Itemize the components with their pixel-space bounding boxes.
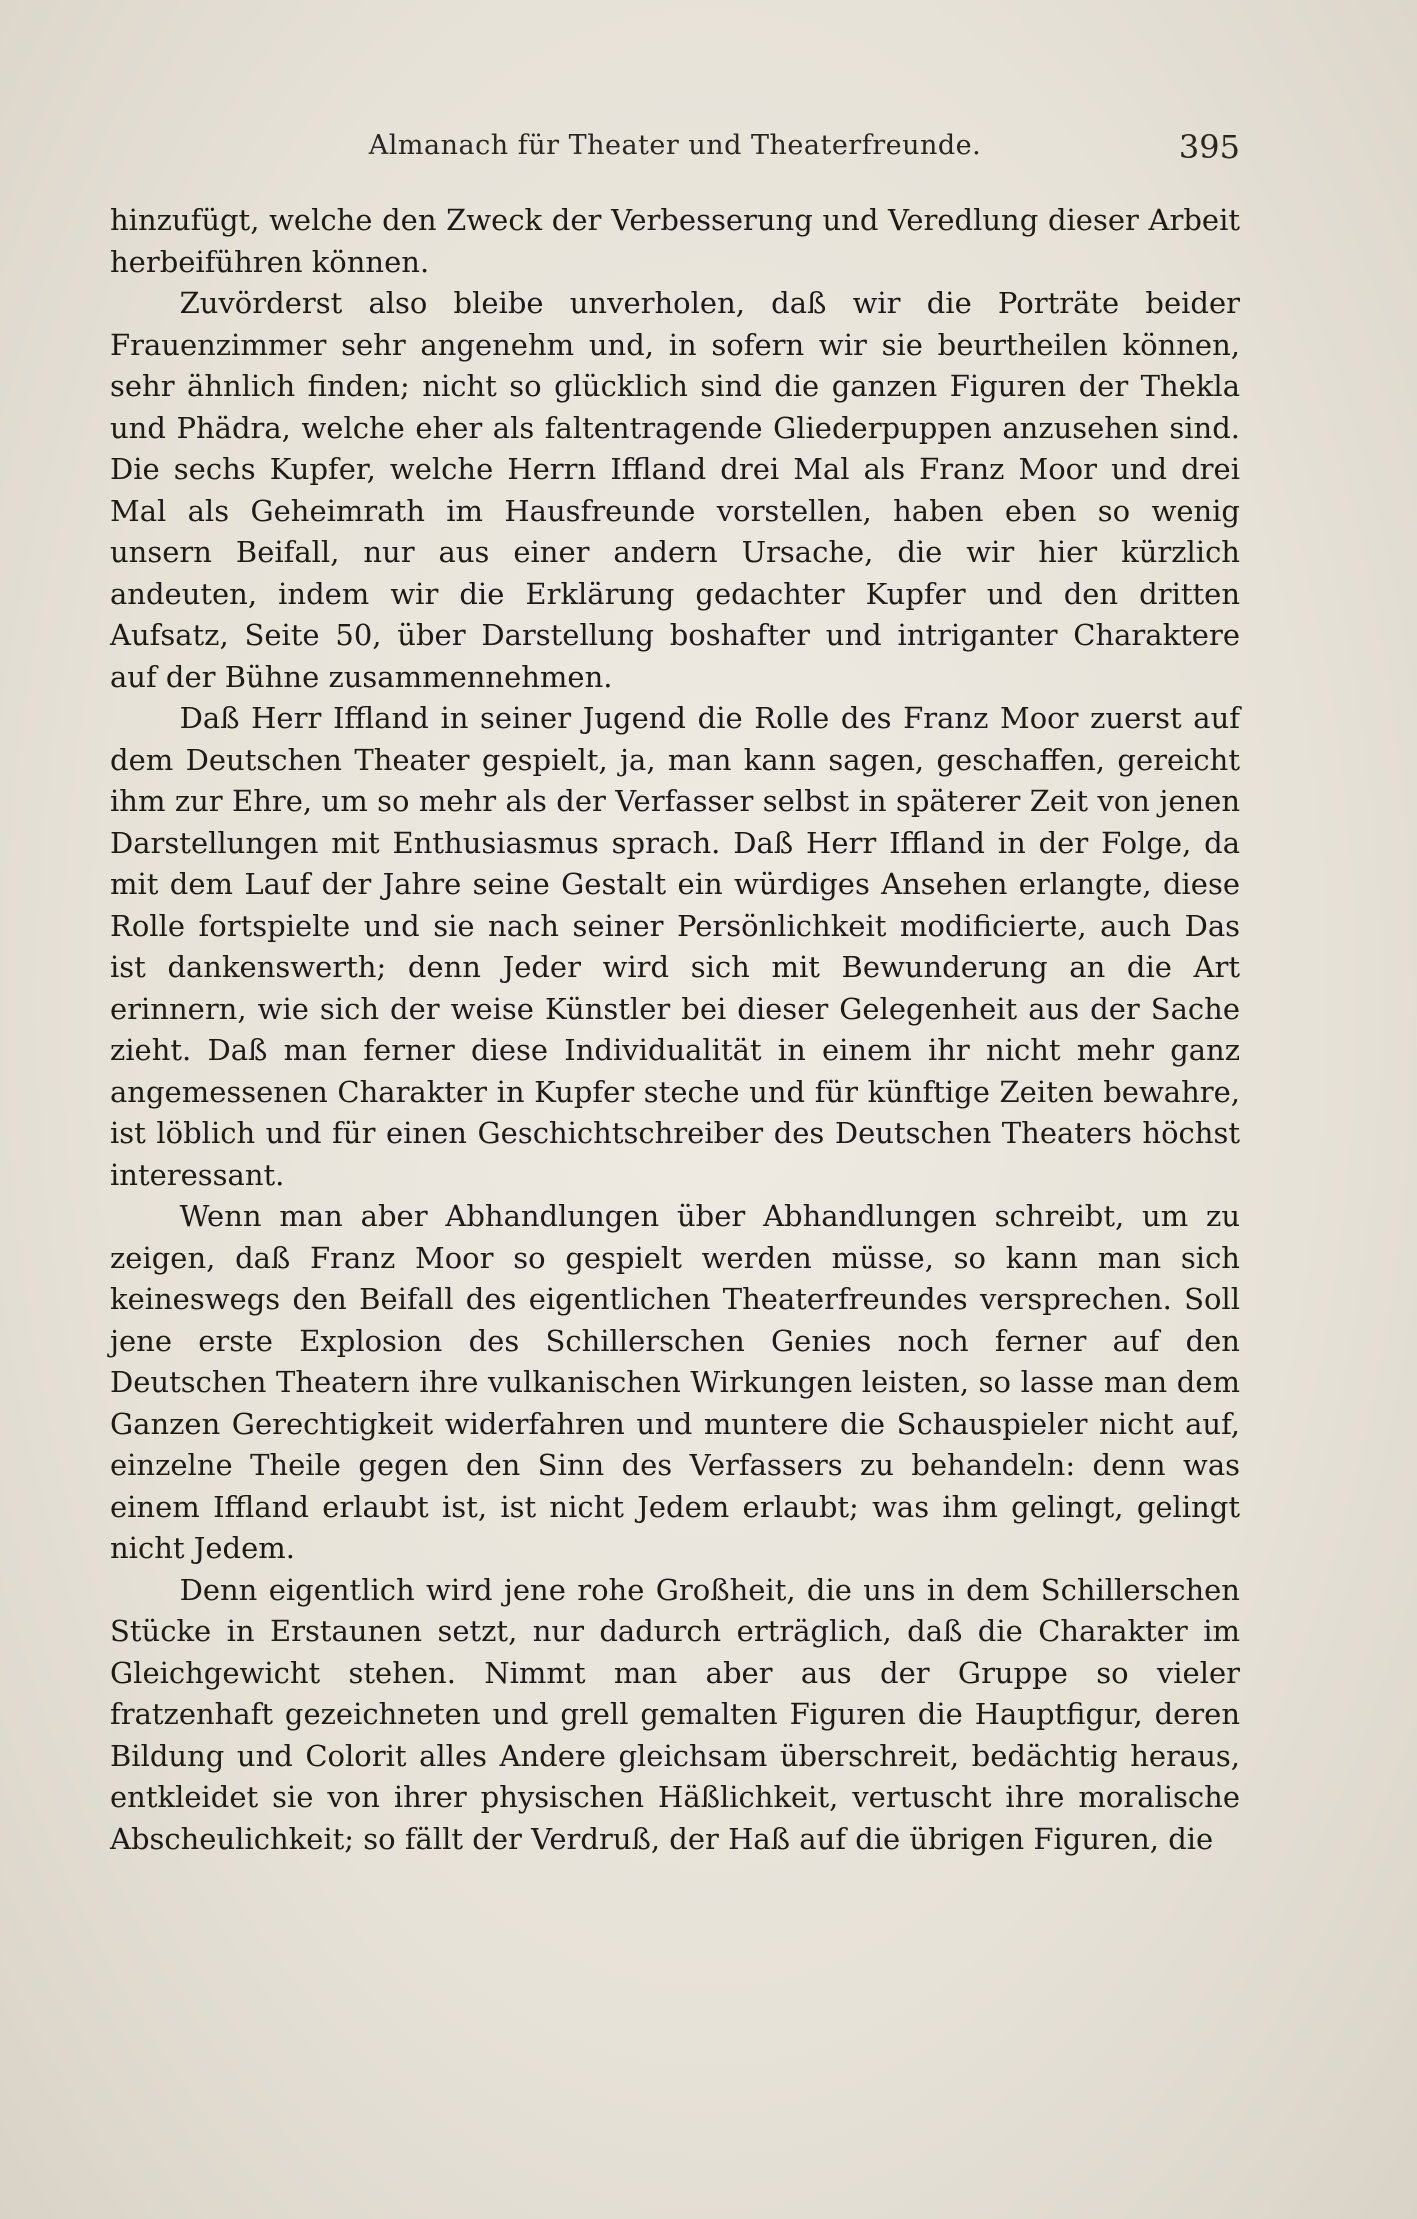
paragraph: Zuvörderst also bleibe unverholen, daß wir die Porträte beider Frauenzimmer sehr angenehm und, in sofern wir sie beurtheilen können, sehr ähnlich finden; nicht so glücklich sind die ganzen Figuren der Thekla und Phädra, welche eher als faltentragende Gliederpuppen anzusehen sind. Die sechs Kupfer, welche Herrn Iffland drei Mal als Franz Moor und drei Mal als Geheimrath im Hausfreunde vorstellen, haben eben so wenig unsern Beifall, nur aus einer andern Ursache, die wir hier kürzlich andeuten, indem wir die Erklärung gedachter Kupfer und den dritten Aufsatz, Seite 50, über Darstellung boshafter und intriganter Charaktere auf der Bühne zusammennehmen. [110, 286, 1240, 694]
page-number: 395 [1178, 128, 1240, 166]
paragraph: Denn eigentlich wird jene rohe Großheit, die uns in dem Schillerschen Stücke in Erstaunen setzt, nur dadurch erträglich, daß die Charakter im Gleichgewicht stehen. Nimmt man aber aus der Gruppe so vieler fratzenhaft gezeichneten und grell gemalten Figuren die Hauptfigur, deren Bildung und Colorit alles Andere gleichsam überschreit, bedächtig heraus, entkleidet sie von ihrer physischen Häßlichkeit, vertuscht ihre moralische Abscheulichkeit; so fällt der Verdruß, der Haß auf die übrigen Figuren, die [110, 1572, 1240, 1856]
paragraph: Daß Herr Iffland in seiner Jugend die Rolle des Franz Moor zuerst auf dem Deutschen Theater gespielt, ja, man kann sagen, geschaffen, gereicht ihm zur Ehre, um so mehr als der Verfasser selbst in späterer Zeit von jenen Darstellungen mit Enthusiasmus sprach. Daß Herr Iffland in der Folge, da mit dem Lauf der Jahre seine Gestalt ein würdiges Ansehen erlangte, diese Rolle fortspielte und sie nach seiner Persönlichkeit modificierte, auch Das ist dankenswerth; denn Jeder wird sich mit Bewunderung an die Art erinnern, wie sich der weise Künstler bei dieser Gelegenheit aus der Sache zieht. Daß man ferner diese Individualität in einem ihr nicht mehr ganz angemessenen Charakter in Kupfer steche und für künftige Zeiten bewahre, ist löblich und für einen Geschichtschreiber des Deutschen Theaters höchst interessant. [110, 701, 1240, 1192]
page-header [110, 118, 1240, 178]
paragraph: Wenn man aber Abhandlungen über Abhandlungen schreibt, um zu zeigen, daß Franz Moor so gespielt werden müsse, so kann man sich keineswegs den Beifall des eigentlichen Theaterfreundes versprechen. Soll jene erste Explosion des Schillerschen Genies noch ferner auf den Deutschen Theatern ihre vulkanischen Wirkungen leisten, so lasse man dem Ganzen Gerechtigkeit widerfahren und muntere die Schauspieler nicht auf, einzelne Theile gegen den Sinn des Verfassers zu behandeln: denn was einem Iffland erlaubt ist, ist nicht Jedem erlaubt; was ihm gelingt, gelingt nicht Jedem. [110, 1199, 1240, 1565]
paragraph-continued: hinzufügt, welche den Zweck der Verbesserung und Veredlung dieser Arbeit herbeiführen können. [110, 203, 1240, 279]
body-text [110, 200, 1240, 1860]
running-title: Almanach für Theater und Theaterfreunde. [368, 130, 982, 161]
